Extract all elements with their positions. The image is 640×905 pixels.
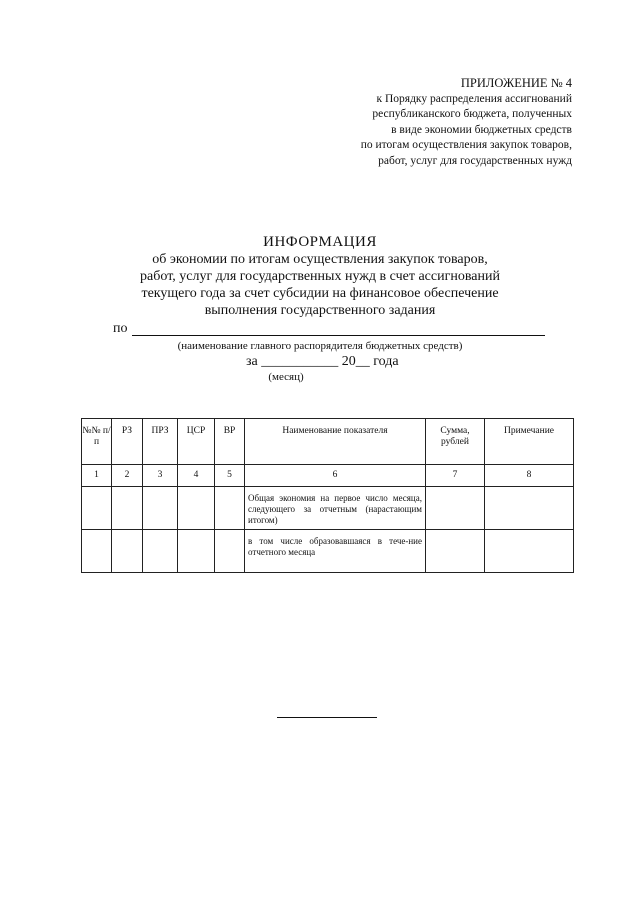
cell-empty bbox=[485, 530, 574, 573]
po-fill-line bbox=[132, 335, 545, 336]
appendix-title: ПРИЛОЖЕНИЕ № 4 bbox=[460, 76, 572, 90]
cell-empty bbox=[485, 487, 574, 530]
indicator-name: в том числе образовавшаяся в тече-ние отчетного месяца bbox=[245, 530, 426, 573]
column-number: 7 bbox=[426, 465, 485, 487]
appendix-header bbox=[361, 76, 572, 169]
column-number: 5 bbox=[215, 465, 245, 487]
appendix-line: по итогам осуществления закупок товаров, bbox=[360, 139, 572, 151]
cell-empty bbox=[426, 487, 485, 530]
column-number: 8 bbox=[485, 465, 574, 487]
column-number: 6 bbox=[245, 465, 426, 487]
table-header-row bbox=[82, 419, 574, 465]
header-cell: ЦСР bbox=[178, 419, 215, 465]
cell-empty bbox=[112, 487, 143, 530]
po-caption: (наименование главного распорядителя бюджетных средств) bbox=[177, 340, 463, 352]
document-title: ИНФОРМАЦИЯ bbox=[263, 234, 377, 250]
table-row bbox=[82, 530, 574, 573]
subtitle-line: выполнения государственного задания bbox=[204, 303, 436, 318]
column-number: 4 bbox=[178, 465, 215, 487]
appendix-line: в виде экономии бюджетных средств bbox=[391, 123, 572, 136]
header-cell: ВР bbox=[215, 419, 245, 465]
column-number: 1 bbox=[82, 465, 112, 487]
cell-empty bbox=[178, 487, 215, 530]
header-cell: Сумма, рублей bbox=[426, 419, 485, 465]
column-number-row bbox=[82, 465, 574, 487]
subtitle-line: об экономии по итогам осуществления закупок товаров, bbox=[152, 252, 488, 267]
period-caption: (месяц) bbox=[268, 371, 304, 383]
header-cell: Примечание bbox=[485, 419, 574, 465]
header-cell: ПРЗ bbox=[143, 419, 178, 465]
period-line: за ___________ 20__ года bbox=[246, 354, 399, 369]
appendix-line: работ, услуг для государственных нужд bbox=[378, 154, 572, 167]
subtitle-line: работ, услуг для государственных нужд в счет ассигнований bbox=[140, 269, 500, 284]
document-title-block bbox=[0, 233, 640, 319]
column-number: 2 bbox=[112, 465, 143, 487]
cell-empty bbox=[112, 530, 143, 573]
header-cell: Наименование показателя bbox=[245, 419, 426, 465]
header-cell: №№ п/п bbox=[82, 419, 112, 465]
po-label: по bbox=[113, 321, 128, 336]
cell-empty bbox=[426, 530, 485, 573]
indicator-name: Общая экономия на первое число месяца, следующего за отчетным (нарастающим итогом) bbox=[245, 487, 426, 530]
cell-empty bbox=[82, 487, 112, 530]
cell-empty bbox=[215, 530, 245, 573]
footer-divider bbox=[277, 717, 377, 718]
appendix-line: к Порядку распределения ассигнований bbox=[376, 92, 572, 105]
appendix-line: республиканского бюджета, полученных bbox=[372, 108, 572, 120]
subtitle-line: текущего года за счет субсидии на финансовое обеспечение bbox=[141, 286, 499, 301]
report-table bbox=[81, 418, 574, 573]
table-row bbox=[82, 487, 574, 530]
header-cell: РЗ bbox=[112, 419, 143, 465]
column-number: 3 bbox=[143, 465, 178, 487]
cell-empty bbox=[143, 487, 178, 530]
cell-empty bbox=[178, 530, 215, 573]
cell-empty bbox=[82, 530, 112, 573]
cell-empty bbox=[143, 530, 178, 573]
cell-empty bbox=[215, 487, 245, 530]
